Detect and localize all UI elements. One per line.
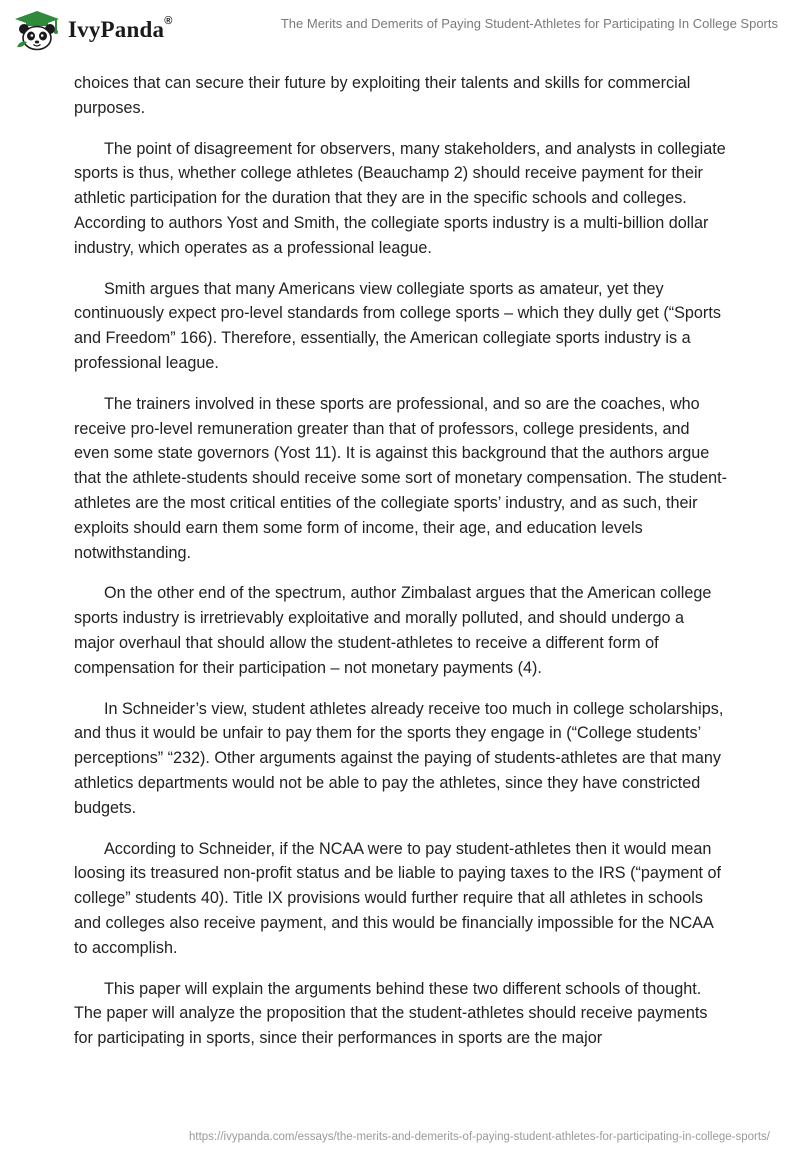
brand-logo[interactable]	[12, 8, 202, 52]
document-title: The Merits and Demerits of Paying Student-Athletes for Participating In College Sports	[280, 16, 778, 31]
panda-graduate-icon	[12, 9, 62, 51]
paragraph: According to Schneider, if the NCAA were to pay student-athletes then it would mean loosing its treasured non-profit status and be liable to paying taxes to the IRS (“payment of college” students 40). Title IX provisions would further require that all athletes in schools and colleges also receive payment, and this would be financially impossible for the NCAA to accomplish.	[74, 839, 721, 957]
paragraph: Smith argues that many Americans view collegiate sports as amateur, yet they continuously expect pro-level standards from college sports – which they dully get (“Sports and Freedom” 166). Therefore, essentially, the American collegiate sports industry is a professional league.	[74, 279, 721, 372]
paragraph: On the other end of the spectrum, author Zimbalast argues that the American college sports industry is irretrievably exploitative and morally polluted, and should undergo a major overhaul that should allow the student-athletes to receive a different form of compensation for their participation – not monetary payments (4).	[74, 584, 712, 677]
footer-url[interactable]: https://ivypanda.com/essays/the-merits-and-demerits-of-paying-student-athletes-for-participating-in-college-sports/	[189, 1131, 770, 1143]
brand-name: IvyPanda®	[68, 15, 173, 42]
paragraph: This paper will explain the arguments behind these two different schools of thought. The paper will analyze the proposition that the student-athletes should receive payments for participating in sports, since their performances in sports are the major	[74, 979, 708, 1048]
paragraph: choices that can secure their future by exploiting their talents and skills for commercial purposes.	[74, 74, 691, 117]
essay-body	[74, 71, 728, 1067]
paragraph: The trainers involved in these sports are professional, and so are the coaches, who receive pro-level remuneration greater than that of professors, college presidents, and even some state governors (Yost 11). It is against this background that the authors argue that the athlete-students should receive some sort of monetary compensation. The student-athletes are the most critical entities of the collegiate sports’ industry, and as such, their exploits should earn them some form of income, their age, and education levels notwithstanding.	[74, 394, 727, 562]
page-header	[0, 0, 800, 60]
paragraph: In Schneider’s view, student athletes already receive too much in college scholarships, and thus it would be unfair to pay them for the sports they engage in (“College students’ perceptions” “232). Other arguments against the paying of students-athletes are that many athletics departments would not be able to pay the athletes, since they have constricted budgets.	[74, 699, 724, 817]
paragraph: The point of disagreement for observers, many stakeholders, and analysts in collegiate sports is thus, whether college athletes (Beauchamp 2) should receive payment for their athletic participation for the duration that they are in the specific schools and colleges. According to authors Yost and Smith, the collegiate sports industry is a multi-billion dollar industry, which operates as a professional league.	[74, 139, 726, 257]
